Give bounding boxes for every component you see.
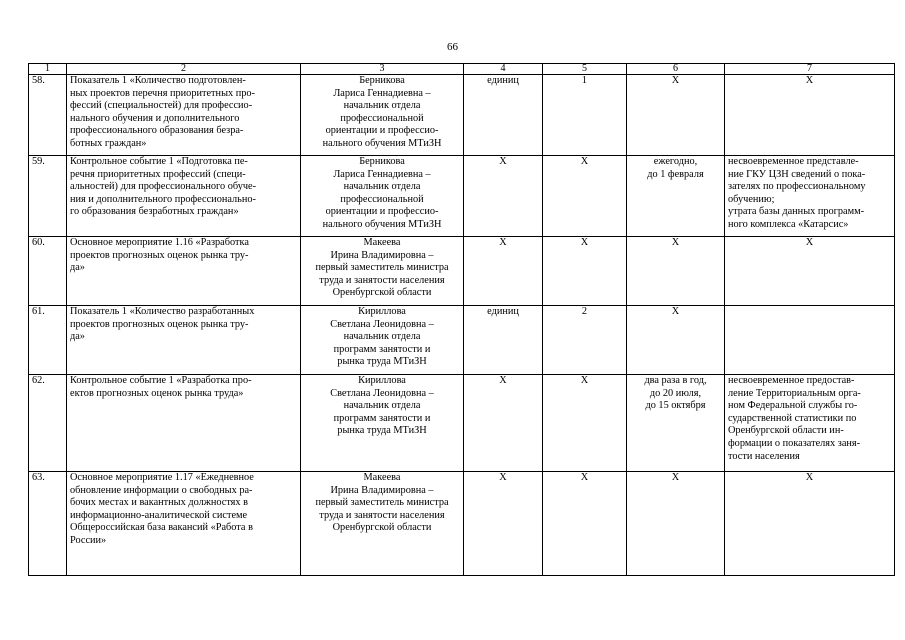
value-cell: Х bbox=[543, 375, 627, 472]
unit-cell: единиц bbox=[464, 75, 543, 156]
risk-cell bbox=[725, 306, 895, 375]
item-name: Контрольное событие 1 «Подготовка пе- речня приоритетных профессий (специ- альностей) для профессионального обуче- ния и дополнительного профессионально- го образования безработных граждан» bbox=[67, 156, 301, 237]
deadline-cell: Х bbox=[627, 237, 725, 306]
row-number: 60. bbox=[29, 237, 67, 306]
unit-cell: Х bbox=[464, 375, 543, 472]
value-cell: 2 bbox=[543, 306, 627, 375]
responsible-person: Макеева Ирина Владимировна – первый заместитель министра труда и занятости населения Оренбургской области bbox=[301, 472, 464, 576]
risk-cell: несвоевременное представле- ние ГКУ ЦЗН сведений о пока- зателях по профессиональному обучению; утрата базы данных программ- ного комплекса «Катарсис» bbox=[725, 156, 895, 237]
value-cell: Х bbox=[543, 156, 627, 237]
item-name: Показатель 1 «Количество разработанных проектов прогнозных оценок рынка тру- да» bbox=[67, 306, 301, 375]
risk-cell: Х bbox=[725, 75, 895, 156]
item-name: Основное мероприятие 1.16 «Разработка проектов прогнозных оценок рынка тру- да» bbox=[67, 237, 301, 306]
column-number-row bbox=[29, 64, 895, 75]
row-number: 58. bbox=[29, 75, 67, 156]
responsible-person: Кириллова Светлана Леонидовна – начальник отдела программ занятости и рынка труда МТиЗН bbox=[301, 375, 464, 472]
unit-cell: Х bbox=[464, 237, 543, 306]
deadline-cell: Х bbox=[627, 75, 725, 156]
unit-cell: единиц bbox=[464, 306, 543, 375]
unit-cell: Х bbox=[464, 156, 543, 237]
table-row bbox=[29, 156, 895, 237]
table-row bbox=[29, 237, 895, 306]
table-row bbox=[29, 306, 895, 375]
value-cell: Х bbox=[543, 237, 627, 306]
responsible-person: Берникова Лариса Геннадиевна – начальник отдела профессиональной ориентации и профессио- нального обучения МТиЗН bbox=[301, 75, 464, 156]
risk-cell: несвоевременное предостав- ление Территориальным орга- ном Федеральной службы го- сударственной статистики по Оренбургской области ин- формации о показателях заня- тости населения bbox=[725, 375, 895, 472]
item-name: Контрольное событие 1 «Разработка про- ектов прогнозных оценок рынка труда» bbox=[67, 375, 301, 472]
row-number: 61. bbox=[29, 306, 67, 375]
row-number: 62. bbox=[29, 375, 67, 472]
risk-cell: Х bbox=[725, 237, 895, 306]
page-number: 66 bbox=[447, 41, 458, 53]
deadline-cell: ежегодно, до 1 февраля bbox=[627, 156, 725, 237]
deadline-cell: Х bbox=[627, 472, 725, 576]
unit-cell: Х bbox=[464, 472, 543, 576]
risk-cell: Х bbox=[725, 472, 895, 576]
responsible-person: Берникова Лариса Геннадиевна – начальник отдела профессиональной ориентации и профессио- нального обучения МТиЗН bbox=[301, 156, 464, 237]
column-number: 1 bbox=[29, 64, 67, 75]
column-number: 7 bbox=[725, 64, 895, 75]
responsible-person: Макеева Ирина Владимировна – первый заместитель министра труда и занятости населения Оренбургской области bbox=[301, 237, 464, 306]
table-row bbox=[29, 472, 895, 576]
column-number: 5 bbox=[543, 64, 627, 75]
responsible-person: Кириллова Светлана Леонидовна – начальник отдела программ занятости и рынка труда МТиЗН bbox=[301, 306, 464, 375]
row-number: 63. bbox=[29, 472, 67, 576]
deadline-cell: Х bbox=[627, 306, 725, 375]
value-cell: 1 bbox=[543, 75, 627, 156]
value-cell: Х bbox=[543, 472, 627, 576]
column-number: 6 bbox=[627, 64, 725, 75]
deadline-cell: два раза в год, до 20 июля, до 15 октября bbox=[627, 375, 725, 472]
column-number: 4 bbox=[464, 64, 543, 75]
table-row bbox=[29, 375, 895, 472]
table-row bbox=[29, 75, 895, 156]
item-name: Показатель 1 «Количество подготовлен- ных проектов перечня приоритетных про- фессий (специальностей) для профессио- нального обучения и дополнительного профессионального образования безра- ботных граждан» bbox=[67, 75, 301, 156]
row-number: 59. bbox=[29, 156, 67, 237]
column-number: 2 bbox=[67, 64, 301, 75]
column-number: 3 bbox=[301, 64, 464, 75]
item-name: Основное мероприятие 1.17 «Ежедневное обновление информации о свободных ра- бочих местах и вакантных должностях в информационно-аналитической системе Общероссийская база вакансий «Работа в России» bbox=[67, 472, 301, 576]
plan-table bbox=[28, 63, 895, 576]
